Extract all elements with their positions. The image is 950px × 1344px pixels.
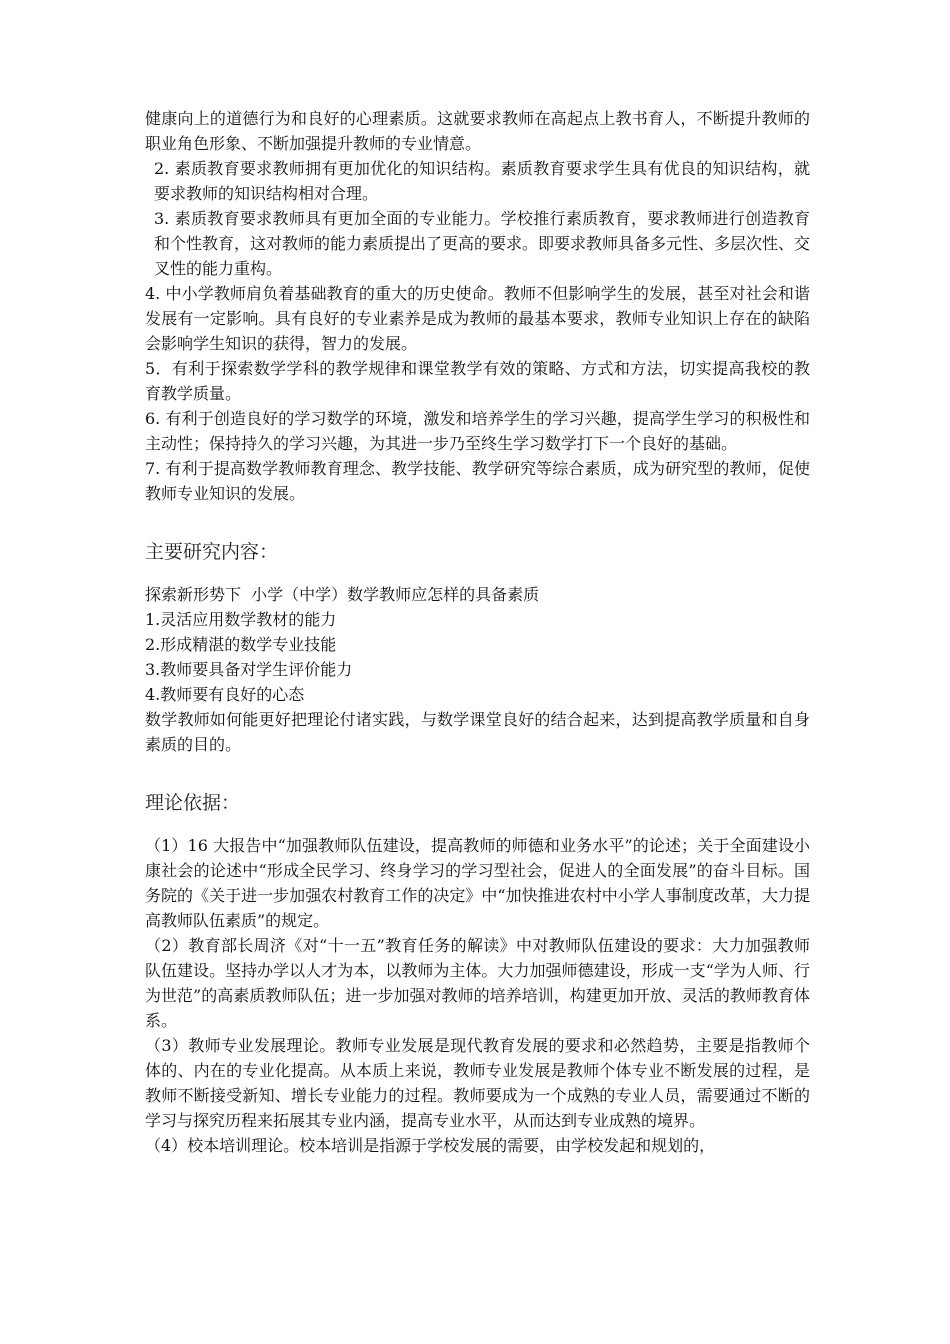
research-section bbox=[145, 582, 810, 757]
research-line-5: 4.教师要有良好的心态 bbox=[145, 685, 305, 704]
research-line-2: 1.灵活应用数学教材的能力 bbox=[145, 610, 337, 629]
theory-paragraph-3: （3）教师专业发展理论。教师专业发展是现代教育发展的要求和必然趋势，主要是指教师个体的、内在的专业化提高。从本质上来说，教师专业发展是教师个体专业不断发展的过程，是教师不断接受新知、增长专业能力的过程。教师要成为一个成熟的专业人员，需要通过不断的学习与探究历程来拓展其专业内涵，提高专业水平，从而达到专业成熟的境界。 bbox=[145, 1036, 810, 1130]
research-line-6: 数学教师如何能更好把理论付诸实践，与数学课堂良好的结合起来，达到提高教学质量和自身素质的目的。 bbox=[145, 710, 810, 754]
intro-paragraph-7: 7. 有利于提高数学教师教育理念、教学技能、教学研究等综合素质，成为研究型的教师，促使教师专业知识的发展。 bbox=[145, 459, 810, 503]
intro-paragraph-3: 3. 素质教育要求教师具有更加全面的专业能力。学校推行素质教育，要求教师进行创造教育和个性教育，这对教师的能力素质提出了更高的要求。即要求教师具备多元性、多层次性、交叉性的能力重构。 bbox=[154, 209, 811, 278]
research-heading: 主要研究内容： bbox=[145, 541, 279, 563]
theory-section bbox=[145, 833, 810, 1158]
theory-paragraph-1: （1）16 大报告中“加强教师队伍建设，提高教师的师德和业务水平”的论述；关于全面建设小康社会的论述中“形成全民学习、终身学习的学习型社会，促进人的全面发展”的奋斗目标。国务院的《关于进一步加强农村教育工作的决定》中“加快推进农村中小学人事制度改革，大力提高教师队伍素质”的规定。 bbox=[145, 836, 810, 930]
theory-paragraph-4: （4）校本培训理论。校本培训是指源于学校发展的需要，由学校发起和规划的， bbox=[145, 1136, 716, 1155]
intro-section bbox=[145, 106, 810, 506]
document-page bbox=[145, 106, 810, 1158]
intro-paragraph-5: 5．有利于探索数学学科的教学规律和课堂教学有效的策略、方式和方法，切实提高我校的教育教学质量。 bbox=[145, 359, 810, 403]
theory-heading: 理论依据： bbox=[145, 792, 241, 814]
intro-paragraph-1: 健康向上的道德行为和良好的心理素质。这就要求教师在高起点上教书育人，不断提升教师的职业角色形象、不断加强提升教师的专业情意。 bbox=[145, 109, 810, 153]
research-line-3: 2.形成精湛的数学专业技能 bbox=[145, 635, 337, 654]
research-line-1: 探索新形势下 小学（中学）数学教师应怎样的具备素质 bbox=[145, 585, 540, 604]
intro-paragraph-2: 2. 素质教育要求教师拥有更加优化的知识结构。素质教育要求学生具有优良的知识结构，就要求教师的知识结构相对合理。 bbox=[154, 159, 810, 203]
theory-paragraph-2: （2）教育部长周济《对“十一五”教育任务的解读》中对教师队伍建设的要求：大力加强教师队伍建设。坚持办学以人才为本，以教师为主体。大力加强师德建设，形成一支“学为人师、行为世范”的高素质教师队伍；进一步加强对教师的培养培训，构建更加开放、灵活的教师教育体系。 bbox=[145, 936, 810, 1030]
research-line-4: 3.教师要具备对学生评价能力 bbox=[145, 660, 353, 679]
intro-paragraph-6: 6. 有利于创造良好的学习数学的环境，激发和培养学生的学习兴趣，提高学生学习的积极性和主动性；保持持久的学习兴趣，为其进一步乃至终生学习数学打下一个良好的基础。 bbox=[145, 409, 810, 453]
intro-paragraph-4: 4. 中小学教师肩负着基础教育的重大的历史使命。教师不但影响学生的发展，甚至对社会和谐发展有一定影响。具有良好的专业素养是成为教师的最基本要求，教师专业知识上存在的缺陷会影响学生知识的获得，智力的发展。 bbox=[145, 284, 810, 353]
